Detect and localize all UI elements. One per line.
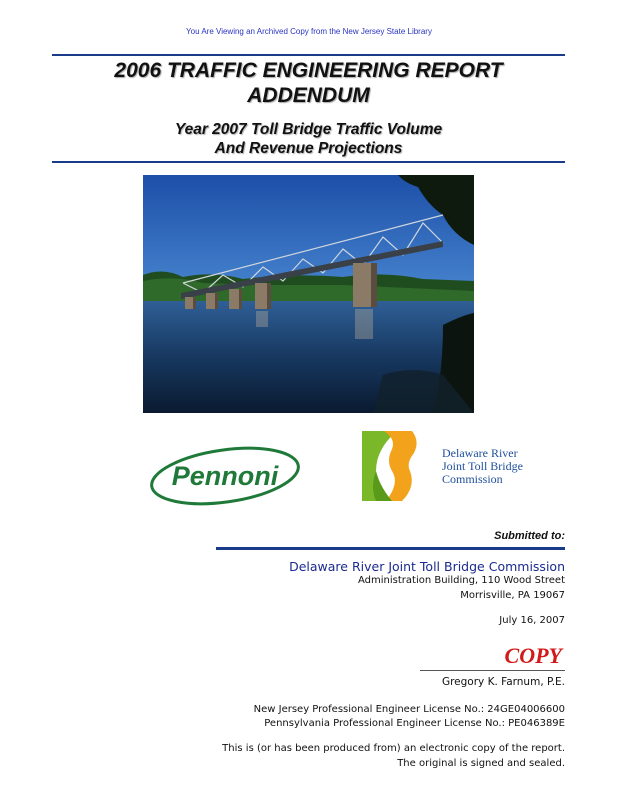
title-bottom-rule [52, 161, 565, 163]
commission-name: Delaware River Joint Toll Bridge Commission [289, 559, 565, 574]
electronic-copy-note: This is (or has been produced from) an electronic copy of the report. [222, 743, 565, 754]
address-line1: Administration Building, 110 Wood Street [358, 575, 565, 586]
report-date: July 16, 2007 [499, 615, 565, 626]
submission-rule [216, 547, 565, 550]
archive-notice: You Are Viewing an Archived Copy from the New Jersey State Library [186, 27, 432, 36]
signer-name: Gregory K. Farnum, P.E. [441, 676, 565, 688]
commission-logo-line3: Commission [442, 472, 503, 486]
address-line2: Morrisville, PA 19067 [460, 590, 565, 601]
report-subtitle [52, 120, 565, 158]
bridge-photo [143, 175, 474, 413]
copy-stamp: COPY [504, 643, 562, 668]
report-subtitle-line1: Year 2007 Toll Bridge Traffic Volume [174, 121, 443, 138]
report-title-line2: ADDENDUM [247, 84, 370, 107]
pa-license: Pennsylvania Professional Engineer License No.: PE046389E [264, 718, 565, 729]
nj-license: New Jersey Professional Engineer License No.: 24GE04006600 [253, 704, 565, 715]
title-top-rule [52, 54, 565, 56]
pennoni-wordmark: Pennoni [171, 461, 279, 491]
signed-sealed-note: The original is signed and sealed. [397, 758, 565, 769]
commission-logo-text [442, 447, 523, 486]
signature-line [420, 670, 565, 671]
commission-logo-line2: Joint Toll Bridge [442, 459, 523, 473]
report-title-line1: 2006 TRAFFIC ENGINEERING REPORT [114, 59, 503, 82]
commission-logo-mark [362, 431, 432, 501]
report-subtitle-line2: And Revenue Projections [214, 140, 403, 157]
report-title [52, 58, 565, 108]
submitted-to-label: Submitted to: [494, 530, 565, 542]
commission-logo-line1: Delaware River [442, 446, 518, 460]
pennoni-logo [145, 440, 305, 510]
